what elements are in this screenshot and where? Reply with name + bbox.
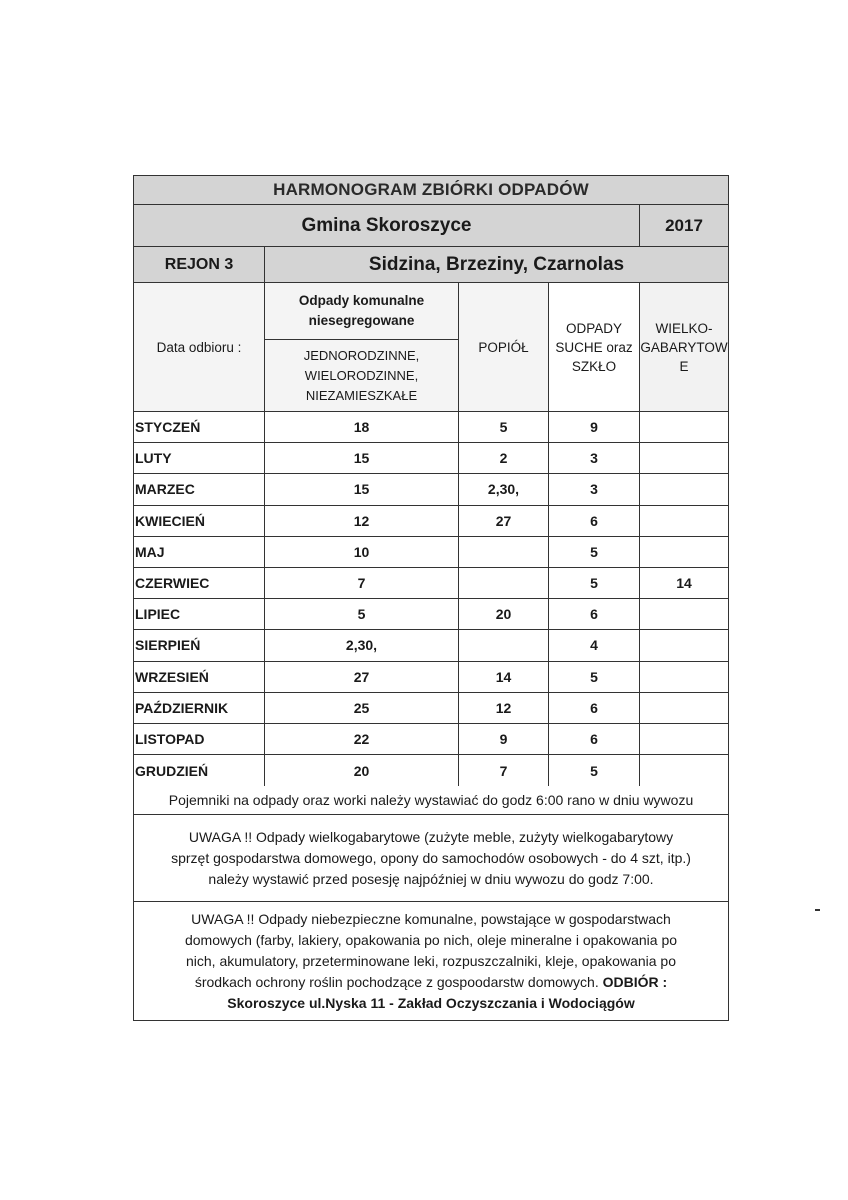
hazardous-warning-line: UWAGA !! Odpady niebezpieczne komunalne, powstające w gospodarstwach — [191, 910, 671, 927]
dry-header-line: SZKŁO — [571, 358, 617, 374]
title-row — [134, 176, 728, 205]
ash-date — [458, 630, 548, 660]
bulky-header-line: E — [679, 358, 689, 374]
mixed-waste-date: 27 — [264, 662, 458, 692]
mixed-waste-date: 7 — [264, 568, 458, 598]
table-row — [134, 412, 728, 443]
table-row — [134, 568, 728, 599]
pickup-address: Skoroszyce ul.Nyska 11 - Zakład Oczyszczania i Wodociągów — [227, 994, 635, 1011]
mixed-waste-date: 22 — [264, 724, 458, 754]
month-cell: SIERPIEŃ — [135, 637, 201, 654]
table-row — [134, 599, 728, 630]
bulky-waste-date — [639, 662, 728, 692]
mixed-group-label: Odpady komunalne niesegregowane — [265, 283, 458, 340]
table-row — [134, 474, 728, 505]
dry-waste-date: 5 — [548, 568, 639, 598]
region-row — [134, 247, 728, 283]
hazardous-warning-line — [185, 972, 677, 993]
dry-waste-date: 9 — [548, 412, 639, 442]
month-cell: KWIECIEŃ — [135, 512, 205, 529]
bulky-waste-date — [639, 537, 728, 567]
mixed-sub-line: WIELORODZINNE, — [304, 367, 419, 383]
ash-date: 7 — [458, 755, 548, 786]
table-row — [134, 724, 728, 755]
mixed-waste-date: 20 — [264, 755, 458, 786]
bulky-warning-line: należy wystawić przed posesję najpóźniej w dniu wywozu do godz 7:00. — [208, 870, 654, 887]
localities: Sidzina, Brzeziny, Czarnolas — [264, 247, 728, 282]
schedule-rows — [134, 412, 728, 786]
dry-waste-date: 5 — [548, 537, 639, 567]
hazardous-warning — [134, 902, 728, 1020]
mixed-sub-line: NIEZAMIESZKAŁE — [305, 387, 418, 403]
table-row — [134, 630, 728, 661]
month-cell: PAŹDZIERNIK — [135, 699, 229, 716]
month-cell: MAJ — [135, 543, 165, 560]
mixed-waste-date: 25 — [264, 693, 458, 723]
waste-collection-schedule — [133, 175, 729, 1021]
bulky-warning-line: sprzęt gospodarstwa domowego, opony do samochodów osobowych - do 4 szt, itp.) — [171, 849, 691, 866]
region-label: REJON 3 — [164, 255, 234, 273]
mixed-waste-date: 15 — [264, 443, 458, 473]
schedule-year: 2017 — [639, 205, 728, 246]
mixed-waste-date: 18 — [264, 412, 458, 442]
dry-waste-date: 3 — [548, 474, 639, 504]
month-cell: GRUDZIEŃ — [135, 762, 209, 779]
ash-date: 14 — [458, 662, 548, 692]
month-cell: LUTY — [135, 450, 172, 467]
dry-waste-date: 6 — [548, 506, 639, 536]
hazardous-warning-line: nich, akumulatory, przeterminowane leki, rozpuszczalniki, kleje, opakowania po — [186, 952, 676, 969]
table-row — [134, 693, 728, 724]
bulky-waste-date — [639, 755, 728, 786]
month-cell: LISTOPAD — [135, 730, 205, 747]
ash-date: 2,30, — [458, 474, 548, 504]
dry-waste-date: 3 — [548, 443, 639, 473]
month-cell: WRZESIEŃ — [135, 668, 209, 685]
mixed-waste-date: 15 — [264, 474, 458, 504]
col-ash-header: POPIÓŁ — [458, 283, 548, 411]
bulky-waste-date — [639, 443, 728, 473]
municipality-row — [134, 205, 728, 247]
month-cell: LIPIEC — [135, 606, 181, 623]
dry-waste-date: 6 — [548, 693, 639, 723]
col-mixed-header — [264, 283, 458, 411]
bulky-waste-date — [639, 412, 728, 442]
ash-date — [458, 568, 548, 598]
dry-waste-date: 5 — [548, 755, 639, 786]
month-cell: CZERWIEC — [135, 575, 210, 592]
table-row — [134, 755, 728, 786]
month-cell: STYCZEŃ — [135, 419, 201, 436]
table-row — [134, 662, 728, 693]
col-date-header: Data odbioru : — [134, 283, 264, 411]
hazardous-warning-line: domowych (farby, lakiery, opakowania po nich, oleje mineralne i opakowania po — [184, 931, 678, 948]
bulky-waste-date: 14 — [639, 568, 728, 598]
pickup-label: ODBIÓR : — [602, 973, 668, 990]
table-row — [134, 537, 728, 568]
column-header-row — [134, 283, 728, 412]
schedule-title: HARMONOGRAM ZBIÓRKI ODPADÓW — [273, 180, 589, 199]
ash-date: 2 — [458, 443, 548, 473]
ash-date: 20 — [458, 599, 548, 629]
ash-date: 9 — [458, 724, 548, 754]
containers-note-row — [134, 786, 728, 815]
hazardous-warning-row — [134, 902, 728, 1020]
containers-note: Pojemniki na odpady oraz worki należy wystawiać do godz 6:00 rano w dniu wywozu — [168, 792, 694, 809]
month-cell: MARZEC — [135, 481, 195, 498]
col-dry-header — [548, 283, 639, 411]
table-row — [134, 443, 728, 474]
ash-date: 27 — [458, 506, 548, 536]
bulky-waste-date — [639, 506, 728, 536]
table-row — [134, 506, 728, 537]
bulky-waste-date — [639, 474, 728, 504]
bulky-waste-date — [639, 599, 728, 629]
mixed-sub-label — [265, 340, 458, 411]
mixed-waste-date: 10 — [264, 537, 458, 567]
bulky-waste-date — [639, 724, 728, 754]
scan-mark — [815, 909, 820, 911]
bulky-warning-row — [134, 815, 728, 902]
bulky-waste-date — [639, 630, 728, 660]
dry-header-line: SUCHE oraz — [555, 339, 633, 355]
ash-date — [458, 537, 548, 567]
mixed-waste-date: 2,30, — [264, 630, 458, 660]
ash-date: 12 — [458, 693, 548, 723]
mixed-waste-date: 12 — [264, 506, 458, 536]
mixed-sub-line: JEDNORODZINNE, — [303, 347, 420, 363]
bulky-header-line: GABARYTOW — [640, 339, 728, 355]
bulky-warning-line: UWAGA !! Odpady wielkogabarytowe (zużyte meble, zużyty wielkogabarytowy — [188, 828, 674, 845]
ash-date: 5 — [458, 412, 548, 442]
dry-waste-date: 6 — [548, 599, 639, 629]
bulky-header-line: WIELKO- — [655, 320, 713, 336]
dry-waste-date: 6 — [548, 724, 639, 754]
col-bulky-header — [639, 283, 728, 411]
dry-waste-date: 5 — [548, 662, 639, 692]
hazardous-warning-text: środkach ochrony roślin pochodzące z gospoodarstw domowych. — [194, 973, 599, 990]
mixed-waste-date: 5 — [264, 599, 458, 629]
dry-header-line: ODPADY — [565, 320, 622, 336]
bulky-warning — [134, 815, 728, 901]
bulky-waste-date — [639, 693, 728, 723]
dry-waste-date: 4 — [548, 630, 639, 660]
municipality-name: Gmina Skoroszyce — [301, 214, 472, 236]
